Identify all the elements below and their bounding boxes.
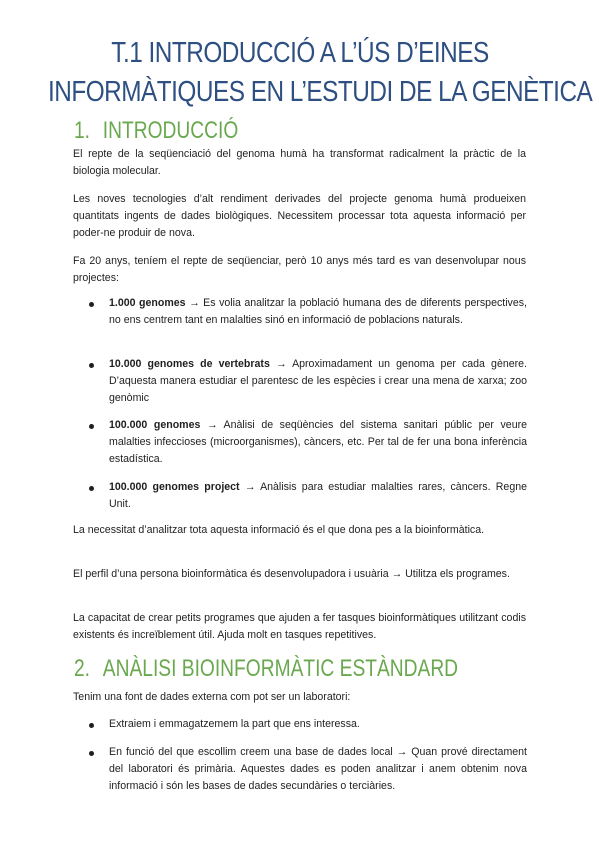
- paragraph-2: Les noves tecnologies d’alt rendiment derivades del projecte genoma humà produeixen quantitats ingents de dades biològiques. Necessitem processar tota aquesta informació per poder-ne produir de nova.: [73, 193, 526, 239]
- list-item-1000-genomes: [91, 295, 527, 329]
- section-2-heading: [74, 654, 458, 684]
- title-line-2: INFORMÀTIQUES EN L’ESTUDI DE LA GENÈTICA: [48, 76, 593, 108]
- bullet-text: → Es volia analitzar la població humana des de diferents perspectives, no ens centrem tant en malalties sinó en informació de poblacions naturals.: [109, 297, 527, 326]
- paragraph-7: Tenim una font de dades externa com pot ser un laboratori:: [73, 691, 351, 703]
- list-item-100000-genomes: [91, 417, 527, 467]
- paragraph-1: El repte de la seqüenciació del genoma humà ha transformat radicalment la pràctic de la biologia molecular.: [73, 148, 526, 177]
- bullet-term: 100.000 genomes project: [109, 481, 240, 493]
- bullet-dot: [89, 723, 94, 728]
- section-1-heading: [74, 116, 238, 146]
- bullet-dot: [89, 751, 94, 756]
- section-2-number: 2.: [74, 655, 91, 682]
- bullet-text: Extraiem i emmagatzemem la part que ens interessa.: [109, 718, 360, 730]
- list-item-local-database: [91, 744, 527, 794]
- bullet-dot: [89, 424, 94, 429]
- bullet-text: En funció del que escollim creem una base de dades local → Quan prové directament del laboratori és primària. Aquestes dades es poden analitzar i anem obtenim nova informació i són les bases de dades secundàries o terciàries.: [109, 746, 527, 792]
- bullet-dot: [89, 302, 94, 307]
- paragraph-5: El perfil d’una persona bioinformàtica és desenvolupadora i usuària → Utilitza els programes.: [73, 568, 510, 580]
- section-1-title: INTRODUCCIÓ: [102, 117, 239, 144]
- list-item-extract: [91, 716, 527, 733]
- paragraph-6: La capacitat de crear petits programes que ajuden a fer tasques bioinformàtiques utilitzant codis existents és increïblement útil. Ajuda molt en tasques repetitives.: [73, 612, 526, 641]
- bullet-term: 1.000 genomes: [109, 297, 186, 309]
- bullet-term: 10.000 genomes de vertebrats: [109, 358, 270, 370]
- section-1-number: 1.: [74, 117, 91, 144]
- bullet-dot: [89, 363, 94, 368]
- bullet-dot: [89, 486, 94, 491]
- bullet-text: → Anàlisi de seqüències del sistema sanitari públic per veure malalties infeccioses (microorganismes), càncers, etc. Per tal de fer una bona inferència estadística.: [109, 419, 528, 465]
- paragraph-3: Fa 20 anys, teníem el repte de seqüenciar, però 10 anys més tard es van desenvolupar nous projectes:: [73, 255, 526, 284]
- list-item-10000-vertebrates: [91, 356, 527, 406]
- title-line-1: T.1 INTRODUCCIÓ A L’ÚS D’EINES: [111, 37, 489, 69]
- bullet-term: 100.000 genomes: [109, 419, 201, 431]
- paragraph-4: La necessitat d’analitzar tota aquesta informació és el que dona pes a la bioinformàtica.: [73, 524, 485, 536]
- document-title: [48, 34, 593, 112]
- section-2-title: ANÀLISI BIOINFORMÀTIC ESTÀNDARD: [102, 655, 459, 682]
- bullet-text: → Aproximadament un genoma per cada gènere. D’aquesta manera estudiar el parentesc de les espècies i crear una mena de xarxa; zoo genòmic: [109, 358, 527, 404]
- bullet-text: → Anàlisis para estudiar malalties rares, càncers. Regne Unit.: [109, 481, 527, 510]
- list-item-100000-genomes-project: [91, 479, 527, 513]
